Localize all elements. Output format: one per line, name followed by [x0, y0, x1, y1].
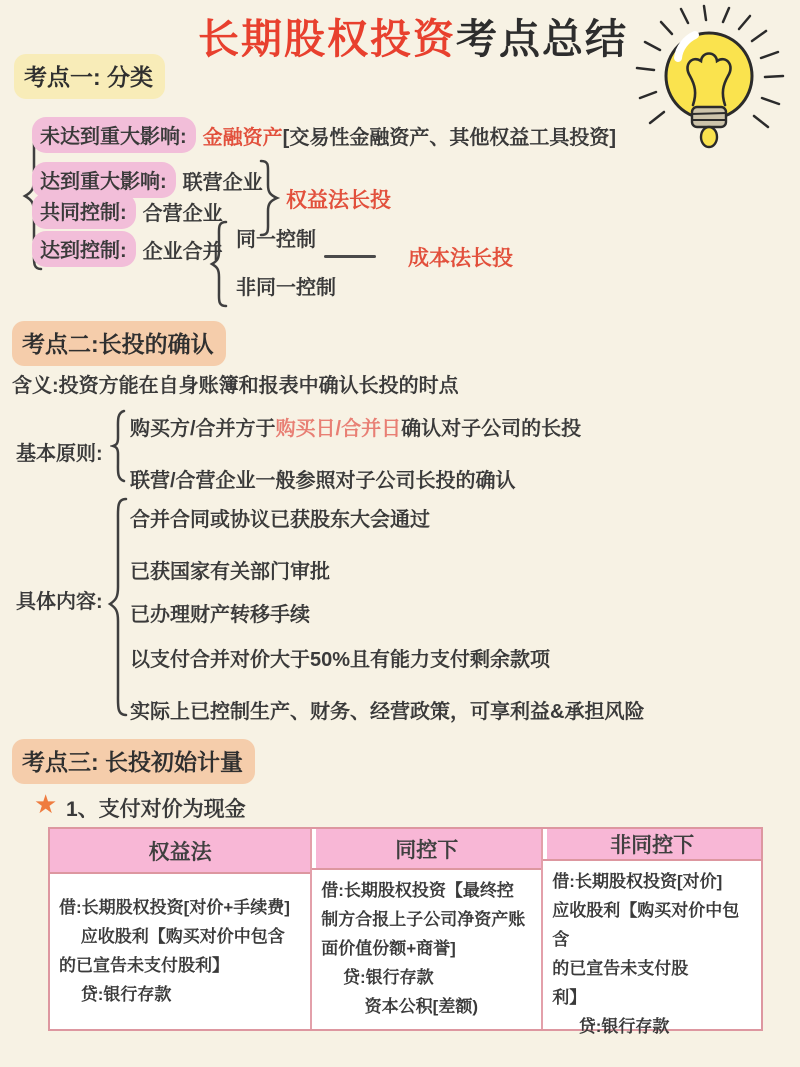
section-2-heading-wrap [12, 321, 226, 366]
classification-value: 合营企业 [142, 202, 223, 225]
star-icon: ★ [34, 789, 58, 819]
entry-line: 借:长期股权投资【最终控 [321, 881, 514, 900]
classification-accent: 金融资产 [202, 126, 283, 149]
principle-item-2: 联营/合营企业一般参照对子公司长投的确认 [130, 470, 516, 492]
content-item: 以支付合并对价大于50%且有能力支付剩余款项 [130, 649, 551, 671]
lightbulb-icon [622, 4, 794, 176]
table-body-cell [543, 861, 761, 1049]
brace-merger-types-left [209, 220, 229, 308]
journal-entries-table [48, 827, 763, 1036]
entry-line: 资本公积[差额) [321, 997, 478, 1016]
principle-1-accent: 购买日/合并日 [275, 418, 402, 440]
entry-line: 贷:银行存款 [321, 968, 434, 987]
table-header-cell: 权益法 [50, 829, 310, 874]
content-item: 合并合同或协议已获股东大会通过 [130, 509, 430, 531]
basic-principle-label: 基本原则: [16, 443, 103, 465]
classification-label: 未达到重大影响: [32, 117, 196, 153]
table-column-same-control [310, 829, 541, 1029]
brace-basic-principle-left [110, 409, 126, 483]
classification-detail: [交易性金融资产、其他权益工具投资] [282, 126, 616, 149]
principle-1-post: 确认对子公司的长投 [401, 418, 582, 440]
same-control-label: 同一控制 [236, 229, 316, 251]
content-item: 已办理财产转移手续 [130, 604, 310, 626]
classification-label: 共同控制: [32, 193, 136, 229]
brace-specific-content-left [105, 497, 129, 717]
classification-label: 达到控制: [32, 231, 136, 267]
entry-line: 制方合报上子公司净资产账 [321, 910, 526, 929]
entry-line: 的已宣告未支付股 [552, 959, 689, 978]
table-body-cell [50, 874, 310, 1029]
entry-line: 借:长期股权投资[对价+手续费] [59, 897, 290, 917]
principle-item-1 [130, 412, 581, 441]
entry-line: 利】 [552, 988, 587, 1007]
section-3-heading-wrap [12, 739, 255, 784]
classification-label: 达到重大影响: [32, 162, 176, 198]
principle-1-pre: 购买方/合并方于 [130, 418, 276, 440]
page-title-highlight: 长期股权投资 [198, 16, 456, 62]
content-item: 已获国家有关部门审批 [130, 561, 330, 583]
entry-line: 应收股利【购买对价中包含 [552, 901, 740, 949]
table-header-cell: 非同控下 [543, 829, 761, 861]
entry-line: 借:长期股权投资[对价] [552, 872, 723, 891]
classification-value: 联营企业 [182, 171, 263, 194]
classification-value: 企业合并 [142, 240, 223, 263]
equity-method-result: 权益法长投 [286, 189, 391, 212]
page-title-rest: 考点总结 [456, 16, 628, 62]
classification-row-no-influence [32, 117, 616, 153]
cost-method-result: 成本法长投 [408, 247, 513, 270]
table-column-equity-method [50, 829, 310, 1029]
section-1-heading: 考点一: 分类 [14, 54, 165, 99]
table-column-non-same-control [541, 829, 761, 1036]
section-3-heading: 考点三: 长投初始计量 [12, 739, 255, 784]
section-2-heading: 考点二:长投的确认 [12, 321, 226, 366]
table-header-cell: 同控下 [312, 829, 541, 870]
connector-line [324, 255, 376, 258]
entry-line: 面价值份额+商誉] [321, 939, 456, 958]
entry-line: 的已宣告未支付股利】 [59, 955, 229, 975]
classification-row-joint-control [32, 193, 223, 229]
entry-line: 贷:银行存款 [59, 984, 172, 1004]
non-same-control-label: 非同一控制 [236, 277, 336, 299]
section-1-heading-wrap [14, 54, 165, 99]
entry-line: 应收股利【购买对价中包含 [59, 926, 285, 946]
classification-row-control [32, 231, 223, 267]
confirmation-meaning: 含义:投资方能在自身账簿和报表中确认长投的时点 [12, 375, 459, 397]
content-item: 实际上已控制生产、财务、经营政策，可享利益&承担风险 [130, 701, 645, 723]
entry-line: 贷:银行存款 [552, 1017, 670, 1036]
specific-content-label: 具体内容: [16, 591, 103, 613]
page-title [198, 6, 628, 65]
table-body-cell [312, 870, 541, 1029]
item-1-title: 1、支付对价为现金 [66, 798, 246, 821]
